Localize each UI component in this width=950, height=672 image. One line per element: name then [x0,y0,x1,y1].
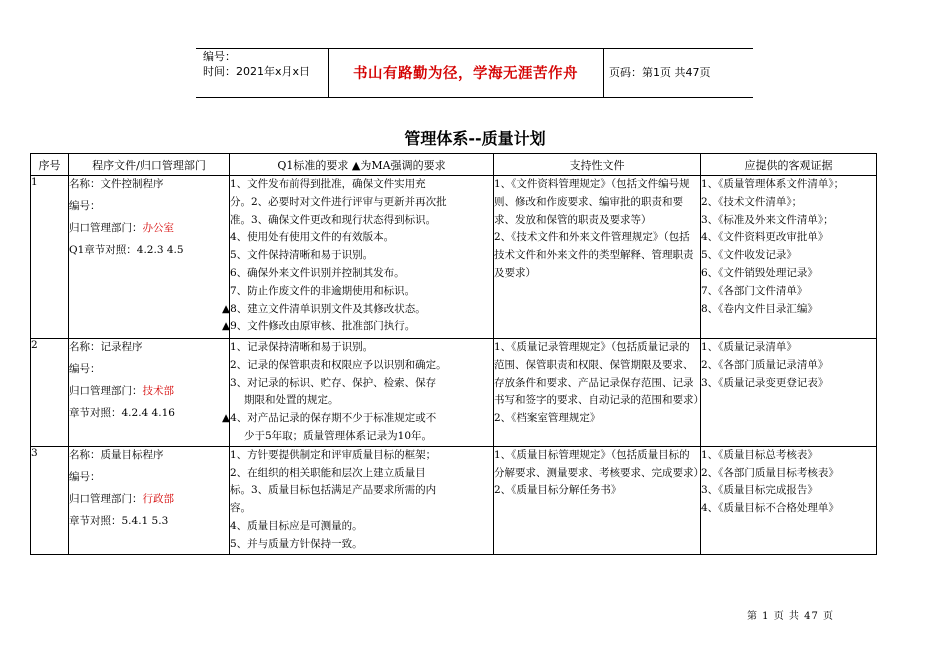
procedure-cell [69,176,230,339]
col-header-evidence: 应提供的客观证据 [701,154,877,176]
procedure-name: 名称：文件控制程序 [69,178,164,190]
requirement-line: 5、文件保持清晰和易于识别。 [230,249,374,262]
requirement-line: 2、记录的保管职责和权限应予以识别和确定。 [230,358,447,371]
row-seq: 2 [31,339,69,447]
quality-plan-table [30,153,877,555]
header-motto: 书山有路勤为径，学海无涯苦作舟 [353,66,578,82]
support-doc-item: 1、《质量记录管理规定》（包括质量记录的范围、保管职责和权限、保管期限及要求、存放条件和要求、产品记录保存范围、记录书写和签字的要求、自动记录的范围和要求） [494,341,704,407]
requirement-line: ▲4、对产品记录的保存期不少于标准规定或不 [222,412,437,425]
evidence-item: 6、《文件销毁处理记录》 [701,266,818,279]
header-number: 编号： [203,50,236,63]
requirement-line: ▲9、文件修改由原审核、批准部门执行。 [222,320,416,333]
evidence-item: 4、《质量目标不合格处理单》 [701,502,839,515]
dept-value: 行政部 [142,492,174,505]
dept-value: 办公室 [142,222,174,234]
requirements-cell [222,176,494,339]
evidence-item: 2、《技术文件清单》； [701,195,803,208]
requirement-line: 1、记录保持清晰和易于识别。 [230,341,374,353]
evidence-item: 8、《卷内文件目录汇编》 [701,302,818,315]
procedure-cell [69,339,230,447]
table-row [31,176,877,339]
requirement-line: 6、确保外来文件识别并控制其发布。 [230,266,405,279]
requirement-line: 1、文件发布前得到批准，确保文件实用充 [230,178,426,190]
evidence-item: 4、《文件资料更改审批单》 [701,231,829,244]
procedure-code: 编号： [69,470,101,483]
support-docs-cell [494,339,704,447]
header-date: 时间：2021年x月x日 [203,65,311,78]
table-row [31,339,877,447]
evidence-item: 1、《质量管理体系文件清单》； [701,178,845,190]
evidence-item: 7、《各部门文件清单》 [701,284,808,297]
support-docs-cell [494,446,704,554]
support-doc-item: 1、《文件资料管理规定》（包括文件编号规则、修改和作废要求、编审批的职责和要求、发放和保管的职责及要求等） [494,178,690,226]
requirement-line: 期限和处置的规定。 [244,394,339,407]
procedure-dept [69,220,229,242]
header-page-number: 页码：第1页 共47页 [609,66,711,79]
support-doc-item: 2、《质量目标分解任务书》 [494,484,622,497]
procedure-code: 编号： [69,363,101,375]
evidence-cell [701,446,877,554]
dept-label: 归口管理部门： [69,222,143,234]
support-docs-cell [494,176,701,339]
document-title: 管理体系--质量计划 [404,129,546,148]
col-header-seq: 序号 [31,154,69,176]
support-doc-item: 1、《质量目标管理规定》（包括质量目标的分解要求、测量要求、考核要求、完成要求） [494,448,704,479]
dept-label: 归口管理部门： [69,385,143,397]
header-top-rule [196,48,753,49]
requirement-line: ▲8、建立文件清单识别文件及其修改状态。 [222,302,426,315]
procedure-dept [69,491,229,513]
requirement-line: 分。2、必要时对文件进行评审与更新并再次批 [230,195,447,208]
procedure-clause: Q1章节对照：4.2.3 4.5 [69,244,184,256]
requirement-line: 1、方针要提供制定和评审质量目标的框架； [230,448,437,461]
requirement-line: 4、质量目标应是可测量的。 [230,519,363,532]
requirements-cell [230,446,494,554]
evidence-item: 1、《质量记录清单》 [701,341,797,353]
evidence-item: 2、《各部门质量记录清单》 [701,358,829,371]
requirement-line: 容。 [230,502,251,515]
row-seq: 1 [31,176,69,339]
page-footer: 第 1 页 共 47 页 [747,611,834,622]
procedure-clause: 章节对照：5.4.1 5.3 [69,514,169,527]
procedure-dept [69,383,229,405]
header-bottom-rule [196,97,753,98]
requirements-cell [222,339,494,447]
dept-value: 技术部 [142,385,174,397]
col-header-support-docs: 支持性文件 [494,154,701,176]
procedure-cell [69,446,230,554]
evidence-cell [701,176,877,339]
header-divider-right [603,49,604,97]
requirement-line: 7、防止作废文件的非逾期使用和标识。 [230,284,416,297]
col-header-requirements: Q1标准的要求 ▲为MA强调的要求 [230,154,494,176]
support-doc-item: 2、《技术文件和外来文件管理规定》（包括技术文件和外来文件的类型解释、管理职责及要求） [494,231,694,279]
procedure-code: 编号： [69,200,101,212]
table-row [31,446,877,554]
requirement-line: 5、并与质量方针保持一致。 [230,537,363,550]
dept-label: 归口管理部门： [69,492,143,505]
requirement-line: 4、使用处有使用文件的有效版本。 [230,231,395,244]
evidence-item: 5、《文件收发记录》 [701,249,797,262]
col-header-procedure: 程序文件/归口管理部门 [69,154,230,176]
row-seq: 3 [31,446,69,554]
evidence-item: 3、《标准及外来文件清单》； [701,213,834,226]
evidence-cell [701,339,877,447]
procedure-name: 名称：质量目标程序 [69,448,164,461]
evidence-item: 3、《质量记录变更登记表》 [701,376,829,389]
support-doc-item: 2、《档案室管理规定》 [494,412,601,425]
requirement-line: 标。3、质量目标包括满足产品要求所需的内 [230,484,437,497]
evidence-item: 3、《质量目标完成报告》 [701,484,818,497]
requirement-line: 准。3、确保文件更改和现行状态得到标识。 [230,213,437,226]
evidence-item: 2、《各部门质量目标考核表》 [701,466,839,479]
procedure-name: 名称：记录程序 [69,341,143,353]
requirement-line: 少于5年取；质量管理体系记录为10年。 [244,429,433,442]
requirement-line: 3、对记录的标识、贮存、保护、检索、保存 [230,376,437,389]
table-header-row [31,154,877,176]
requirement-line: 2、在组织的相关职能和层次上建立质量目 [230,466,426,479]
evidence-item: 1、《质量目标总考核表》 [701,448,818,461]
procedure-clause: 章节对照：4.2.4 4.16 [69,407,175,419]
